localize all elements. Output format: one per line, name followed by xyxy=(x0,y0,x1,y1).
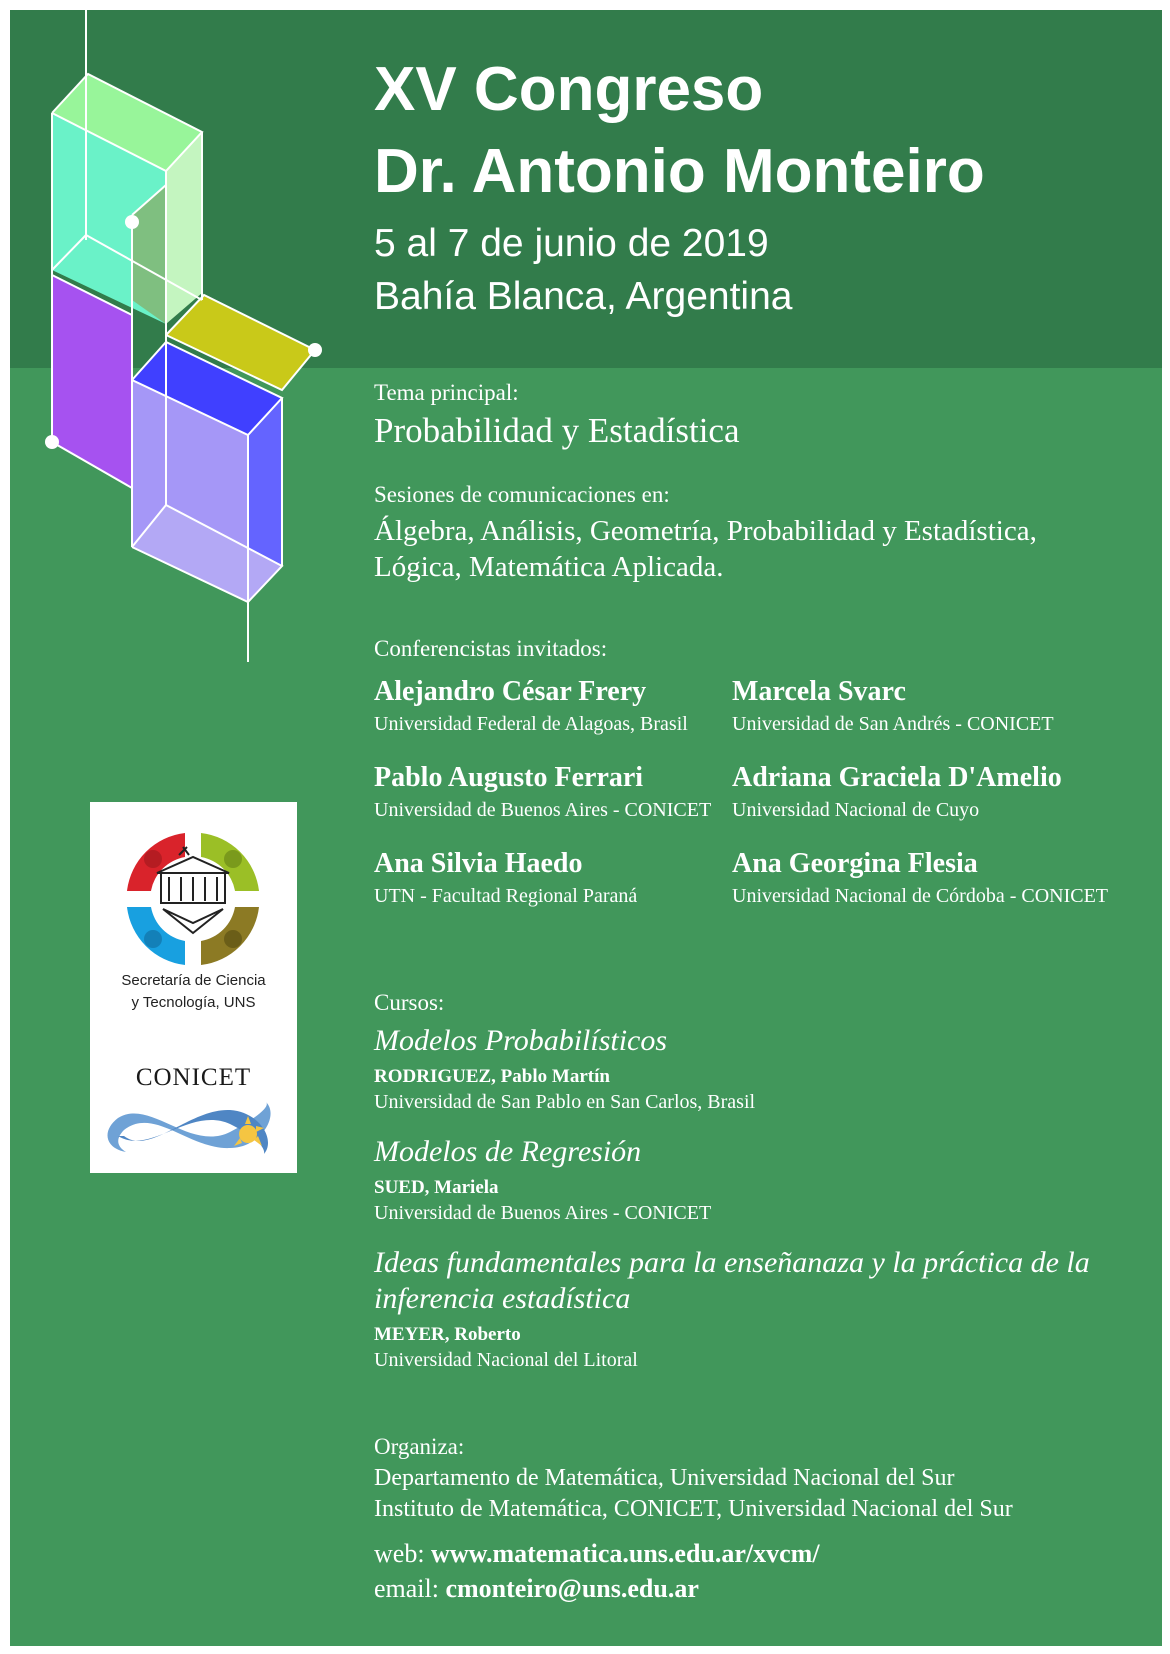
conicet-logo-symbol xyxy=(90,1096,297,1166)
speaker-name: Alejandro César Frery xyxy=(374,676,647,707)
organizer-line-2: Instituto de Matemática, CONICET, Universidad Nacional del Sur xyxy=(374,1496,1013,1522)
web-label: web: xyxy=(374,1539,425,1568)
organizer-line-1: Departamento de Matemática, Universidad Nacional del Sur xyxy=(374,1465,955,1491)
speaker-affiliation: Universidad de Buenos Aires - CONICET xyxy=(374,799,712,821)
vertex-dot xyxy=(125,215,139,229)
course-affiliation: Universidad de Buenos Aires - CONICET xyxy=(374,1202,712,1224)
course-title-line-2: inferencia estadística xyxy=(374,1282,631,1315)
event-location: Bahía Blanca, Argentina xyxy=(374,275,793,318)
course-lecturer: RODRIGUEZ, Pablo Martín xyxy=(374,1066,610,1087)
sessions-line-1: Álgebra, Análisis, Geometría, Probabilidad y Estadística, xyxy=(374,515,1037,547)
course-title-line-1: Ideas fundamentales para la enseñanaza y la práctica de la xyxy=(374,1246,1090,1279)
email-label: email: xyxy=(374,1574,439,1603)
sessions-line-2: Lógica, Matemática Aplicada. xyxy=(374,551,724,583)
sessions-label: Sesiones de comunicaciones en: xyxy=(374,482,670,507)
speaker-name: Adriana Graciela D'Amelio xyxy=(732,762,1062,793)
title-line-2: Dr. Antonio Monteiro xyxy=(374,137,985,206)
courses-label: Cursos: xyxy=(374,990,445,1015)
event-dates: 5 al 7 de junio de 2019 xyxy=(374,222,769,265)
theme-value: Probabilidad y Estadística xyxy=(374,411,740,450)
secretaria-line-1: Secretaría de Ciencia xyxy=(121,972,266,989)
speaker-name: Marcela Svarc xyxy=(732,676,906,707)
web-line xyxy=(374,1539,820,1569)
secretaria-line-2: y Tecnología, UNS xyxy=(131,994,256,1011)
conicet-text: CONICET xyxy=(135,1064,252,1091)
poster xyxy=(10,10,1162,1646)
geometric-figure xyxy=(10,10,350,710)
speaker-affiliation: Universidad Federal de Alagoas, Brasil xyxy=(374,713,688,735)
course-affiliation: Universidad Nacional del Litoral xyxy=(374,1349,638,1371)
secretaria-logo xyxy=(90,802,297,972)
speakers-label: Conferencistas invitados: xyxy=(374,636,608,661)
speaker-name: Pablo Augusto Ferrari xyxy=(374,762,644,793)
logos-panel xyxy=(90,802,297,1173)
speaker-affiliation: Universidad Nacional de Cuyo xyxy=(732,799,980,821)
speaker-name: Ana Georgina Flesia xyxy=(732,848,978,879)
course-title: Modelos Probabilísticos xyxy=(374,1024,668,1057)
vertex-dot xyxy=(308,343,322,357)
speaker-affiliation: Universidad de San Andrés - CONICET xyxy=(732,713,1054,735)
speaker-affiliation: Universidad Nacional de Córdoba - CONICET xyxy=(732,885,1109,907)
secretaria-text xyxy=(90,970,297,1014)
organizers-label: Organiza: xyxy=(374,1434,465,1459)
course-lecturer: MEYER, Roberto xyxy=(374,1324,521,1345)
course-title: Modelos de Regresión xyxy=(374,1135,642,1168)
web-link[interactable]: www.matematica.uns.edu.ar/xvcm/ xyxy=(431,1539,820,1568)
purple-left-face xyxy=(52,275,132,488)
speaker-name: Ana Silvia Haedo xyxy=(374,848,583,879)
course-affiliation: Universidad de San Pablo en San Carlos, Brasil xyxy=(374,1091,756,1113)
email-line xyxy=(374,1574,699,1604)
title-line-1: XV Congreso xyxy=(374,55,764,124)
email-link[interactable]: cmonteiro@uns.edu.ar xyxy=(445,1574,699,1603)
theme-label: Tema principal: xyxy=(374,380,519,405)
speaker-affiliation: UTN - Facultad Regional Paraná xyxy=(374,885,638,907)
course-lecturer: SUED, Mariela xyxy=(374,1177,499,1198)
vertex-dot xyxy=(45,435,59,449)
